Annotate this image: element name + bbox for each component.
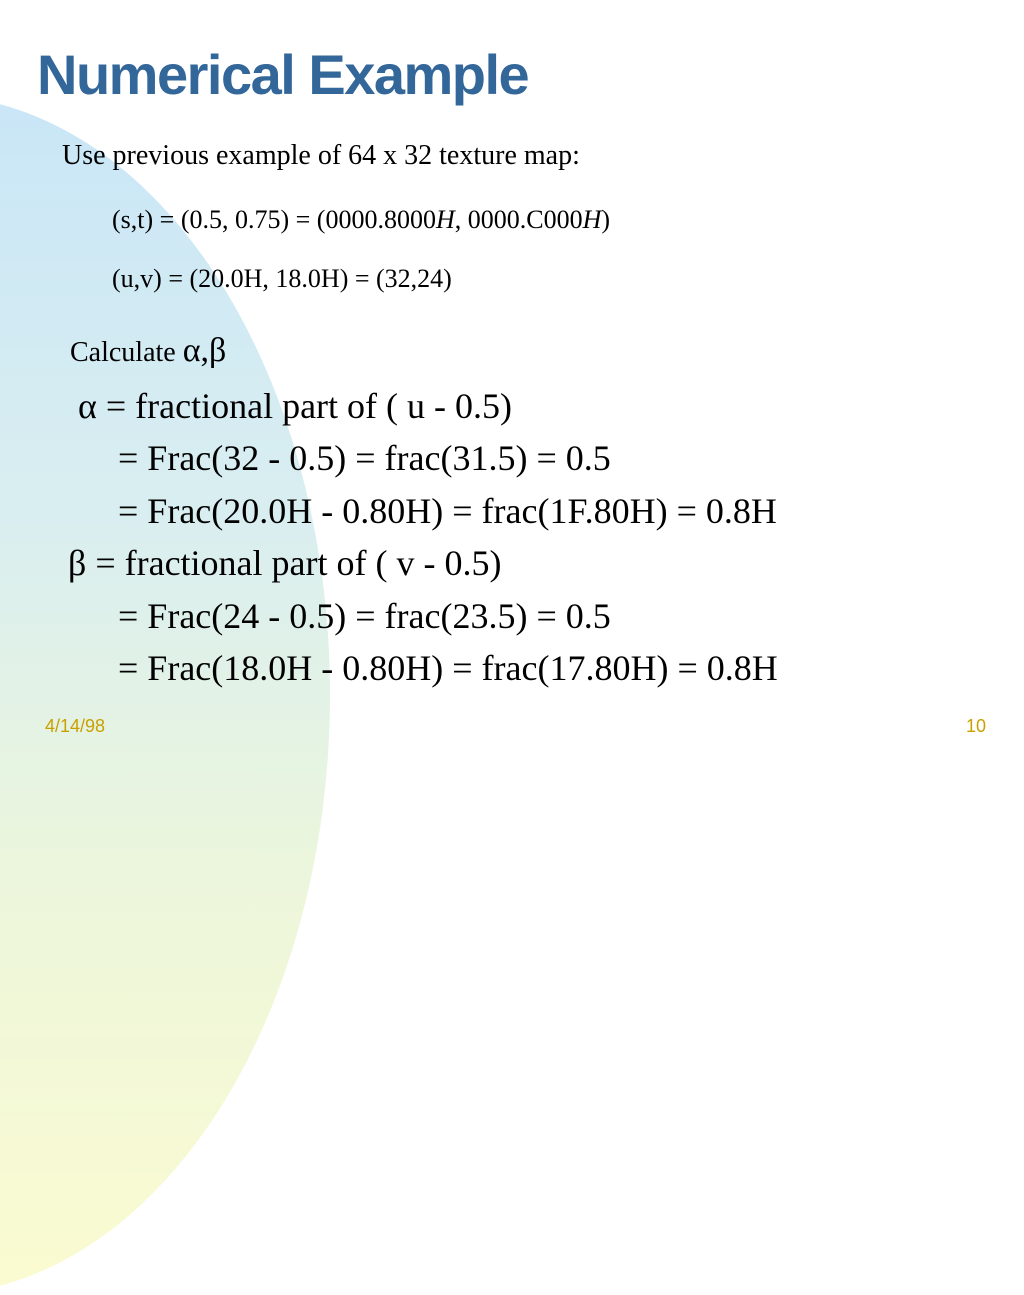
st-equation-suffix: )	[601, 205, 611, 234]
uv-equation: (u,v) = (20.0H, 18.0H) = (32,24)	[112, 264, 452, 293]
calculate-label: Calculate	[70, 337, 183, 368]
beta-step-hex: = Frac(18.0H - 0.80H) = frac(17.80H) = 0.8H	[118, 648, 778, 688]
alpha-definition: α = fractional part of ( u - 0.5)	[78, 386, 513, 426]
footer-page-number: 10	[966, 716, 987, 736]
slide-title: Numerical Example	[37, 43, 529, 106]
footer-date: 4/14/98	[45, 716, 106, 736]
alpha-step-hex: = Frac(20.0H - 0.80H) = frac(1F.80H) = 0.8H	[118, 491, 777, 531]
alpha-step-decimal: = Frac(32 - 0.5) = frac(31.5) = 0.5	[118, 438, 611, 478]
calculate-heading	[70, 332, 226, 370]
beta-definition: β = fractional part of ( v - 0.5)	[68, 543, 502, 583]
st-equation-mid: , 0000.C000	[454, 205, 583, 234]
st-equation	[112, 204, 610, 236]
calculate-symbols: α,β	[182, 332, 227, 369]
st-hex-suffix-2: H	[582, 205, 602, 234]
st-equation-prefix: (s,t) = (0.5, 0.75) = (0000.8000	[112, 205, 436, 234]
beta-step-decimal: = Frac(24 - 0.5) = frac(23.5) = 0.5	[118, 596, 611, 636]
st-hex-suffix-1: H	[435, 205, 455, 234]
intro-text: Use previous example of 64 x 32 texture map:	[62, 140, 580, 171]
